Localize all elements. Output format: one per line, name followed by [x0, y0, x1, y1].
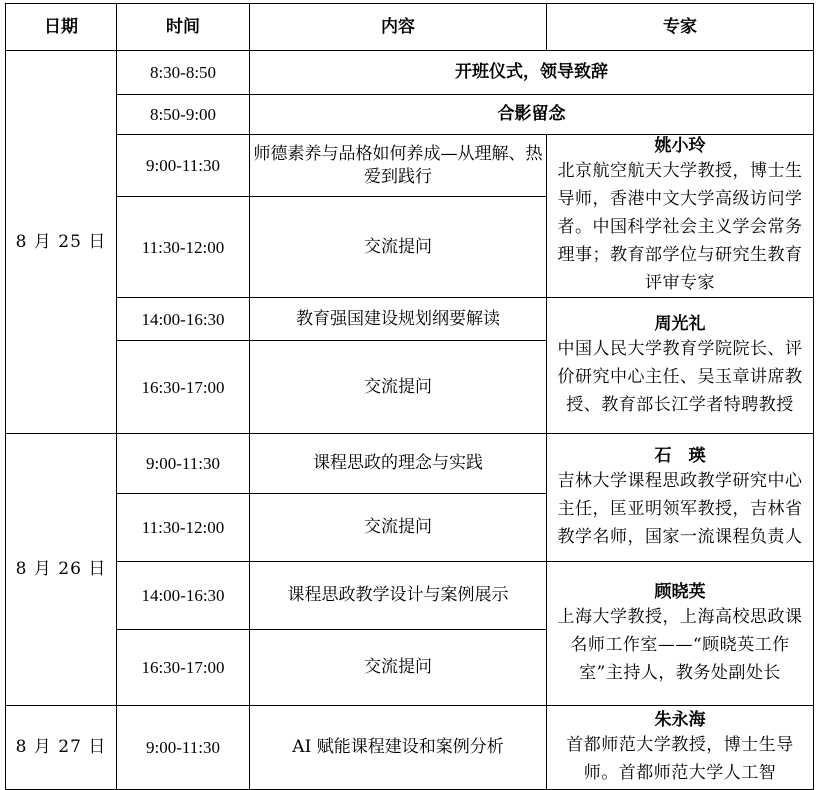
content-cell: 师德素养与品格如何养成—从理解、热爱到践行	[250, 135, 547, 197]
time-cell: 8:30-8:50	[117, 51, 250, 95]
expert-cell	[547, 562, 814, 706]
table-row	[6, 95, 814, 135]
table-row	[6, 562, 814, 630]
header-row	[6, 4, 814, 51]
header-expert: 专家	[547, 4, 814, 51]
content-cell: 课程思政教学设计与案例展示	[250, 562, 547, 630]
date-cell: 8 月 26 日	[6, 434, 117, 706]
table-row	[6, 51, 814, 95]
content-cell: 教育强国建设规划纲要解读	[250, 298, 547, 341]
content-cell: 交流提问	[250, 494, 547, 562]
expert-bio: 中国人民大学教育学院院长、评价研究中心主任、吴玉章讲席教授、教育部长江学者特聘教授	[557, 338, 803, 415]
schedule-table	[5, 3, 814, 790]
time-cell: 16:30-17:00	[117, 341, 250, 434]
time-cell: 9:00-11:30	[117, 434, 250, 494]
header-date: 日期	[6, 4, 117, 51]
time-cell: 9:00-11:30	[117, 706, 250, 790]
expert-bio: 北京航空航天大学教授，博士生导师，香港中文大学高级访问学者。中国科学社会主义学会常务理事；教育部学位与研究生教育评审专家	[557, 161, 803, 293]
table-row	[6, 135, 814, 197]
content-cell: 开班仪式，领导致辞	[250, 51, 814, 95]
content-cell: 课程思政的理念与实践	[250, 434, 547, 494]
content-cell: 交流提问	[250, 341, 547, 434]
time-cell: 11:30-12:00	[117, 197, 250, 298]
content-cell: AI 赋能课程建设和案例分析	[250, 706, 547, 790]
content-cell: 合影留念	[250, 95, 814, 135]
date-cell: 8 月 25 日	[6, 51, 117, 434]
time-cell: 11:30-12:00	[117, 494, 250, 562]
time-cell: 9:00-11:30	[117, 135, 250, 197]
expert-name: 顾晓英	[654, 581, 706, 602]
time-cell: 14:00-16:30	[117, 298, 250, 341]
table-row	[6, 706, 814, 790]
expert-bio: 吉林大学课程思政教学研究中心主任，匡亚明领军教授，吉林省教学名师，国家一流课程负责人	[557, 470, 803, 547]
expert-name: 周光礼	[654, 313, 706, 334]
expert-cell	[547, 298, 814, 434]
date-cell: 8 月 27 日	[6, 706, 117, 790]
time-cell: 16:30-17:00	[117, 630, 250, 706]
table-row	[6, 298, 814, 341]
time-cell: 8:50-9:00	[117, 95, 250, 135]
expert-name: 姚小玲	[654, 136, 706, 156]
content-cell: 交流提问	[250, 197, 547, 298]
table-row	[6, 434, 814, 494]
expert-bio: 上海大学教授，上海高校思政课名师工作室——“顾晓英工作室”主持人，教务处副处长	[557, 606, 803, 683]
expert-cell	[547, 706, 814, 790]
expert-name: 朱永海	[654, 709, 706, 730]
header-content: 内容	[250, 4, 547, 51]
expert-cell	[547, 434, 814, 562]
header-time: 时间	[117, 4, 250, 51]
expert-bio: 首都师范大学教授，博士生导师。首都师范大学人工智	[566, 734, 794, 783]
expert-name: 石 瑛	[654, 445, 706, 466]
time-cell: 14:00-16:30	[117, 562, 250, 630]
expert-cell	[547, 135, 814, 298]
content-cell: 交流提问	[250, 630, 547, 706]
